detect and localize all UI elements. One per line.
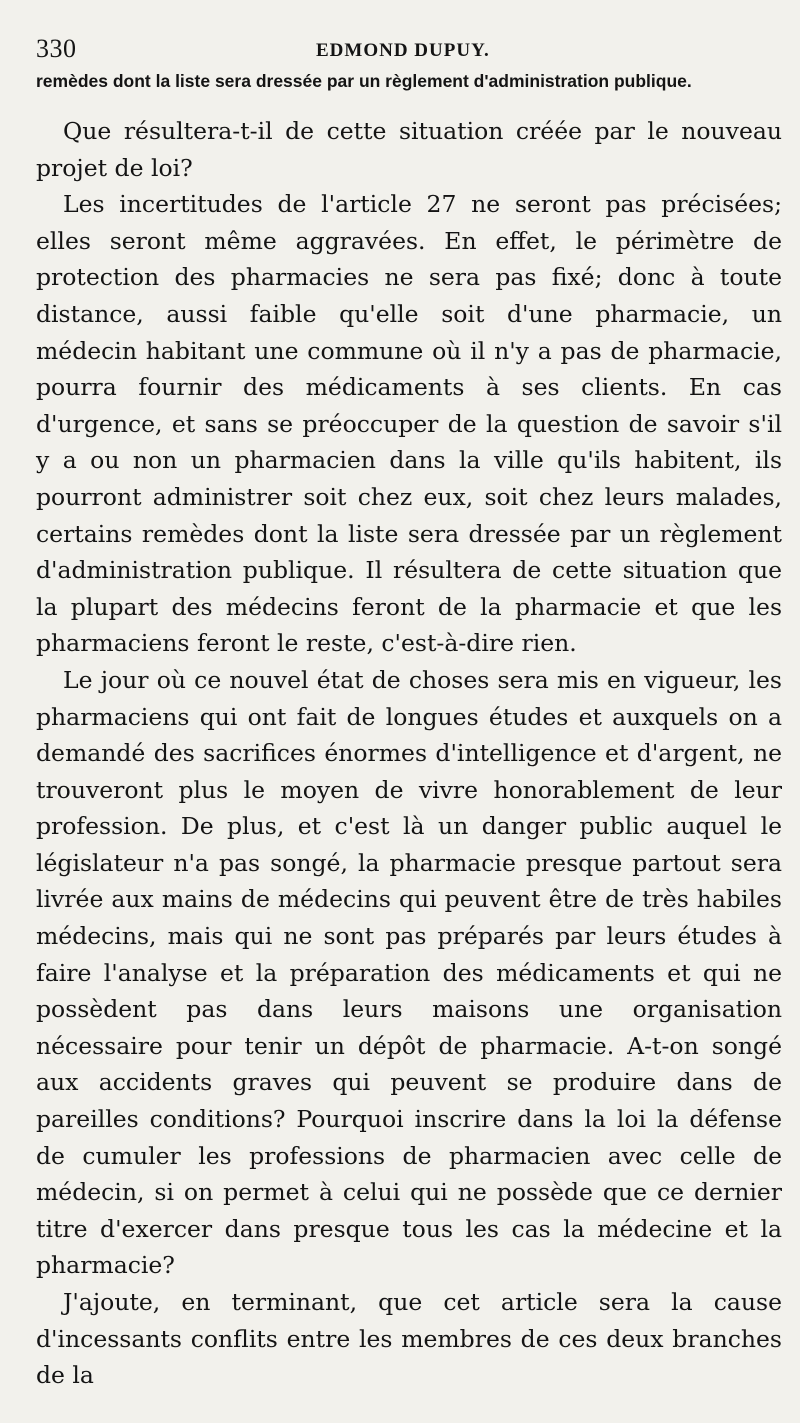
paragraph-consequences: Le jour où ce nouvel état de choses sera mis en vigueur, les pharmaciens qui ont fait de longues études et auxquels on a demandé des sacrifices énormes d'intelligence et d'argent, ne trouveront plus le moyen de vivre honorablement de leur profession. De plus, et c'est là un danger public auquel le législateur n'a pas songé, la pharmacie presque partout sera livrée aux mains de médecins qui peuvent être de très habiles médecins, mais qui ne sont pas préparés par leurs études à faire l'analyse et la préparation des médicaments et qui ne possèdent pas dans leurs maisons une organisation nécessaire pour tenir un dépôt de pharmacie. A-t-on songé aux accidents graves qui peuvent se produire dans de pareilles conditions? Pourquoi inscrire dans la loi la défense de cumuler les professions de pharmacien avec celle de médecin, si on permet à celui qui ne possède que ce dernier titre d'exercer dans presque tous les cas la médecine et la pharmacie? — [36, 665, 782, 1280]
body-text — [36, 113, 782, 1394]
running-head-author: EDMOND DUPUY. — [316, 40, 490, 61]
running-head — [36, 28, 782, 70]
paragraph-conclusion: J'ajoute, en terminant, que cet article sera la cause d'incessants conflits entre les membres de ces deux branches de la — [36, 1288, 782, 1390]
paragraph-question: Que résultera-t-il de cette situation créée par le nouveau projet de loi? — [36, 117, 782, 182]
paragraph-uncertainties: Les incertitudes de l'article 27 ne seront pas précisées; elles seront même aggravées. En effet, le périmètre de protection des pharmacies ne sera pas fixé; donc à toute distance, aussi faible qu'elle soit d'une pharmacie, un médecin habitant une commune où il n'y a pas de pharmacie, pourra fournir des médicaments à ses clients. En cas d'urgence, et sans se préoccuper de la question de savoir s'il y a ou non un pharmacien dans la ville qu'ils habitent, ils pourront administrer soit chez eux, soit chez leurs malades, certains remèdes dont la liste sera dressée par un règlement d'administration publique. Il résultera de cette situation que la plupart des médecins feront de la pharmacie et que les pharmaciens feront le reste, c'est-à-dire rien. — [36, 190, 782, 658]
footnote-continuation: remèdes dont la liste sera dressée par un règlement d'administration publique. — [36, 71, 692, 91]
page-number: 330 — [36, 34, 77, 63]
